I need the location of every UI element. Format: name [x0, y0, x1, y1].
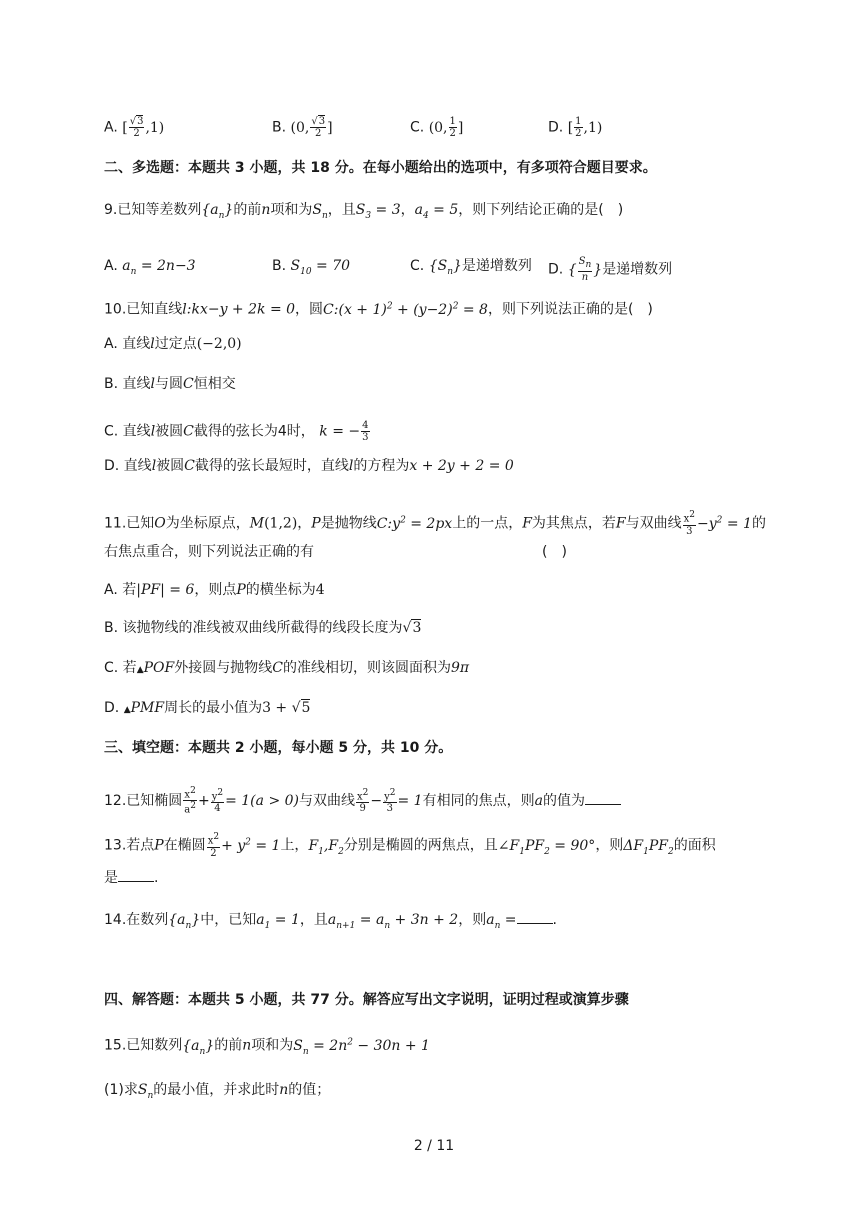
- page-number: 2 / 11: [413, 1138, 455, 1154]
- q8-option-c: [410, 116, 463, 139]
- question-11: 11.已知O为坐标原点，M(1,2)，P是抛物线$C:y^2 = 2px$上的一点，F为其焦点，若F与双曲线 $\frac{x^2}{3}$ $-y^2 = 1$的: [104, 510, 766, 537]
- q11-option-c: C. 若▲POF外接圆与抛物线C的准线相切，则该圆面积为9π: [104, 660, 470, 676]
- q11-answer-paren: ( ): [542, 544, 567, 560]
- q11-stem-line-2: 右焦点重合，则下列说法正确的有: [104, 544, 314, 560]
- q10-option-c: C. 直线l被圆C截得的弦长为4时， k = − $\frac{4}{3}$: [104, 420, 369, 443]
- q13-line-2: 是 .: [104, 870, 159, 886]
- q8-option-b-label: B.: [272, 119, 287, 136]
- q10-option-a: A. 直线l过定点(−2,0): [104, 336, 242, 352]
- question-15: 15.已知数列$\{a_n\}$的前n项和为$S_n = 2n^2 - 30n + 1$: [104, 1037, 430, 1057]
- q8-option-d-label: D.: [548, 119, 564, 136]
- question-12: 12.已知椭圆 $\frac{x^2}{a^2}$ + $\frac{y^2}{4}$ = 1(a > 0)与双曲线 $\frac{x^2}{9}$ − $\frac{y^2}{3}$ = 1有相同的焦点，则a的值为: [104, 786, 621, 816]
- question-10: 10.已知直线l:kx−y + 2k = 0，圆C:(x + $1)^2 + (y-2)^2 = 8$，则下列说法正确的是( ): [104, 301, 653, 318]
- section-3-heading: 三、填空题：本题共 2 小题，每小题 5 分，共 10 分。: [104, 740, 453, 756]
- q8-option-b-value: (0, $\frac{√3}{2}$ ]: [290, 116, 333, 139]
- q8-option-c-value: (0, $\frac{1}{2}$ ]: [428, 116, 464, 139]
- question-9: 9.已知等差数列$\{a_n\}$的前n项和为$S_n$，且$S_3 = 3$，$a_4 = 5$，则下列结论正确的是( ): [104, 202, 624, 221]
- q11-option-b: B. 该抛物线的准线被双曲线所截得的线段长度为√3: [104, 620, 422, 636]
- q15-part-1: (1)求$S_n$的最小值，并求此时n的值；: [104, 1082, 331, 1101]
- question-13: 13.若点P在椭圆 $\frac{x^2}{2}$ + $y^2 = 1$上，$F_1,F_2$分别是椭圆的两焦点，且$\angle F_1PF_2 = 90^\circ$，则$\Delta F_1PF_2$的面积: [104, 832, 716, 859]
- q10-option-b: B. 直线l与圆C恒相交: [104, 376, 236, 392]
- q11-option-d: D. ▲PMF周长的最小值为3 + √5: [104, 700, 311, 716]
- q8-option-a-label: A.: [104, 119, 118, 136]
- section-4-heading: 四、解答题：本题共 5 小题，共 77 分。解答应写出文字说明，证明过程或演算步骤: [104, 992, 629, 1008]
- q11-option-a: A. 若|PF| = 6，则点P的横坐标为4: [104, 582, 325, 598]
- q8-option-a-value: [ $\frac{√3}{2}$ ,1): [122, 116, 165, 139]
- q8-option-d-value: [ $\frac{1}{2}$ ,1): [567, 116, 603, 139]
- q8-option-d: [548, 116, 602, 139]
- q8-option-b: [272, 116, 333, 139]
- q8-option-c-label: C.: [410, 119, 425, 136]
- q8-option-a: [104, 116, 164, 139]
- q10-option-d: D. 直线l被圆C截得的弦长最短时，直线l的方程为x + 2y + 2 = 0: [104, 458, 514, 474]
- q9-option-a: A. $a_n = 2n-3$: [104, 258, 196, 277]
- q9-option-d: D. { $\frac{S_n}{n}$ }是递增数列: [548, 256, 673, 283]
- section-2-heading: 二、多选题：本题共 3 小题，共 18 分。在每小题给出的选项中，有多项符合题目要求。: [104, 160, 657, 176]
- q9-option-b: B. $S_{10} = 70$: [272, 258, 351, 277]
- q9-option-c: C. $\{S_n\}$是递增数列: [410, 258, 532, 277]
- question-14: 14.在数列$\{a_n\}$中，已知$a_1 = 1$，且$a_{n+1} = a_n + 3n + 2$，则$a_n$ = .: [104, 912, 557, 931]
